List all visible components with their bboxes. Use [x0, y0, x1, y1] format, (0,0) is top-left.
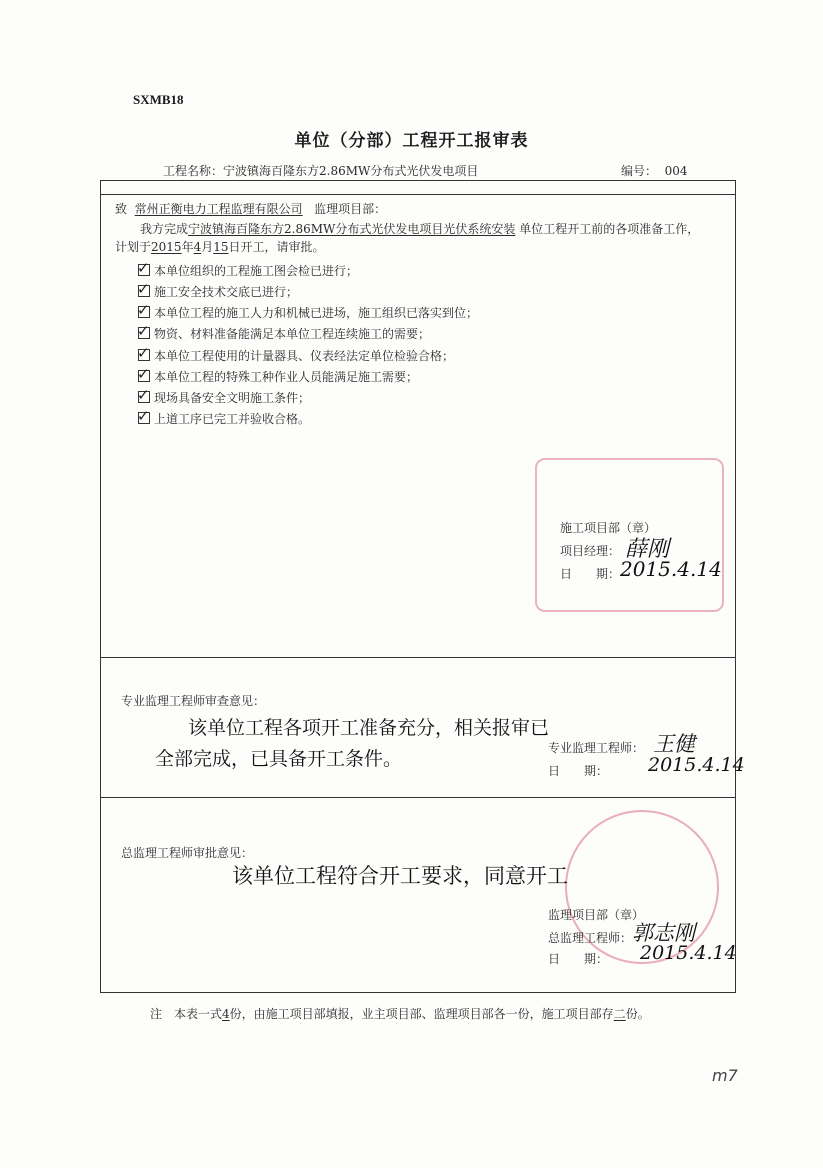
- specialist-opinion-line-1: 该单位工程各项开工准备充分，相关报审已: [188, 717, 550, 739]
- note-middle: 份，由施工项目部填报，业主项目部、监理项目部各一份，施工项目部存: [229, 1007, 614, 1021]
- chief-date-value: 2015.4.14: [640, 942, 737, 964]
- addressee-suffix: 监理项目部：: [314, 202, 387, 216]
- specialist-date-value: 2015.4.14: [648, 754, 745, 776]
- intro-work: 宁波镇海百隆东方2.86MW分布式光伏发电项目光伏系统安装: [188, 222, 516, 236]
- chief-opinion: 该单位工程符合开工要求，同意开工: [232, 864, 568, 888]
- checkbox-checked-icon: [138, 285, 150, 297]
- checklist-label: 施工安全技术交底已进行；: [154, 285, 299, 299]
- specialist-engineer-signature: 王健: [653, 732, 695, 756]
- section-divider-2: [100, 797, 736, 798]
- construction-date-label: 日 期：: [560, 567, 621, 581]
- project-name: 宁波镇海百隆东方2.86MW分布式光伏发电项目: [223, 164, 479, 178]
- checklist-label: 物资、材料准备能满足本单位工程连续施工的需要；: [154, 327, 431, 341]
- chief-opinion-label: 总监理工程师审批意见：: [121, 846, 254, 860]
- checkbox-checked-icon: [138, 412, 150, 424]
- plan-day: 15: [213, 240, 229, 254]
- note-keep: 二: [613, 1007, 626, 1021]
- chief-date-label: 日 期：: [548, 952, 609, 966]
- construction-date-value: 2015.4.14: [620, 557, 722, 581]
- form-number-row: [621, 162, 688, 179]
- specialist-opinion-line-2: 全部完成，已具备开工条件。: [155, 748, 403, 770]
- plan-month: 4: [193, 240, 202, 254]
- specialist-opinion-label: 专业监理工程师审查意见：: [121, 694, 266, 708]
- checkbox-checked-icon: [138, 306, 150, 318]
- note-prefix: 注 本表一式: [150, 1007, 223, 1021]
- checklist-item: [138, 410, 310, 427]
- page-title: 单位（分部）工程开工报审表: [294, 131, 529, 151]
- specialist-date-label: 日 期：: [548, 764, 609, 778]
- checklist-item: [138, 283, 298, 300]
- intro-suffix: 单位工程开工前的各项准备工作，: [519, 222, 700, 236]
- checklist-item: [138, 325, 430, 342]
- project-label: 工程名称：: [163, 164, 224, 178]
- project-name-row: [163, 162, 478, 179]
- note-suffix: 份。: [625, 1007, 650, 1021]
- plan-month-unit: 月: [201, 240, 214, 254]
- checkbox-checked-icon: [138, 327, 150, 339]
- specialist-engineer-label: 专业监理工程师：: [548, 741, 645, 755]
- construction-dept-label: 施工项目部（章）: [560, 521, 657, 535]
- checklist-item: [138, 368, 418, 385]
- plan-year-unit: 年: [181, 240, 194, 254]
- plan-suffix: 日开工，请审批。: [228, 240, 325, 254]
- checklist-item: [138, 389, 310, 406]
- intro-line: [140, 220, 699, 237]
- note-copies: 4: [222, 1007, 230, 1021]
- checklist-item: [138, 347, 454, 364]
- footer-note: [150, 1005, 650, 1022]
- chief-engineer-signature: 郭志刚: [632, 921, 695, 945]
- checkbox-checked-icon: [138, 391, 150, 403]
- checklist-label: 本单位工程的施工人力和机械已进场，施工组织已落实到位；: [154, 306, 479, 320]
- form-code: SXMB18: [133, 92, 184, 107]
- checklist-label: 本单位工程的特殊工种作业人员能满足施工需要；: [154, 370, 419, 384]
- addressee-line: [115, 200, 386, 217]
- number-value: 004: [664, 164, 688, 178]
- section-divider-1: [100, 657, 736, 658]
- checklist-item: [138, 262, 358, 279]
- checkbox-checked-icon: [138, 264, 150, 276]
- plan-line: [115, 238, 325, 255]
- checklist-label: 本单位组织的工程施工图会检已进行；: [154, 264, 359, 278]
- corner-handwritten-mark: m7: [712, 1066, 738, 1085]
- plan-year: 2015: [151, 240, 182, 254]
- chief-engineer-label: 总监理工程师：: [548, 931, 633, 945]
- number-label: 编号：: [621, 164, 658, 178]
- to-prefix: 致: [115, 202, 128, 216]
- checklist-label: 上道工序已完工并验收合格。: [154, 412, 311, 426]
- checkbox-checked-icon: [138, 370, 150, 382]
- supervision-dept-label: 监理项目部（章）: [548, 908, 645, 922]
- checklist-label: 现场具备安全文明施工条件；: [154, 391, 311, 405]
- checklist-item: [138, 304, 478, 321]
- manager-signature: 薛刚: [625, 537, 670, 562]
- checklist-label: 本单位工程使用的计量器具、仪表经法定单位检验合格；: [154, 349, 455, 363]
- plan-prefix: 计划于: [115, 240, 152, 254]
- checkbox-checked-icon: [138, 349, 150, 361]
- intro-prefix: 我方完成: [140, 222, 189, 236]
- manager-label: 项目经理：: [560, 544, 621, 558]
- addressee-company: 常州正衡电力工程监理有限公司: [134, 202, 303, 216]
- header-divider: [100, 194, 736, 195]
